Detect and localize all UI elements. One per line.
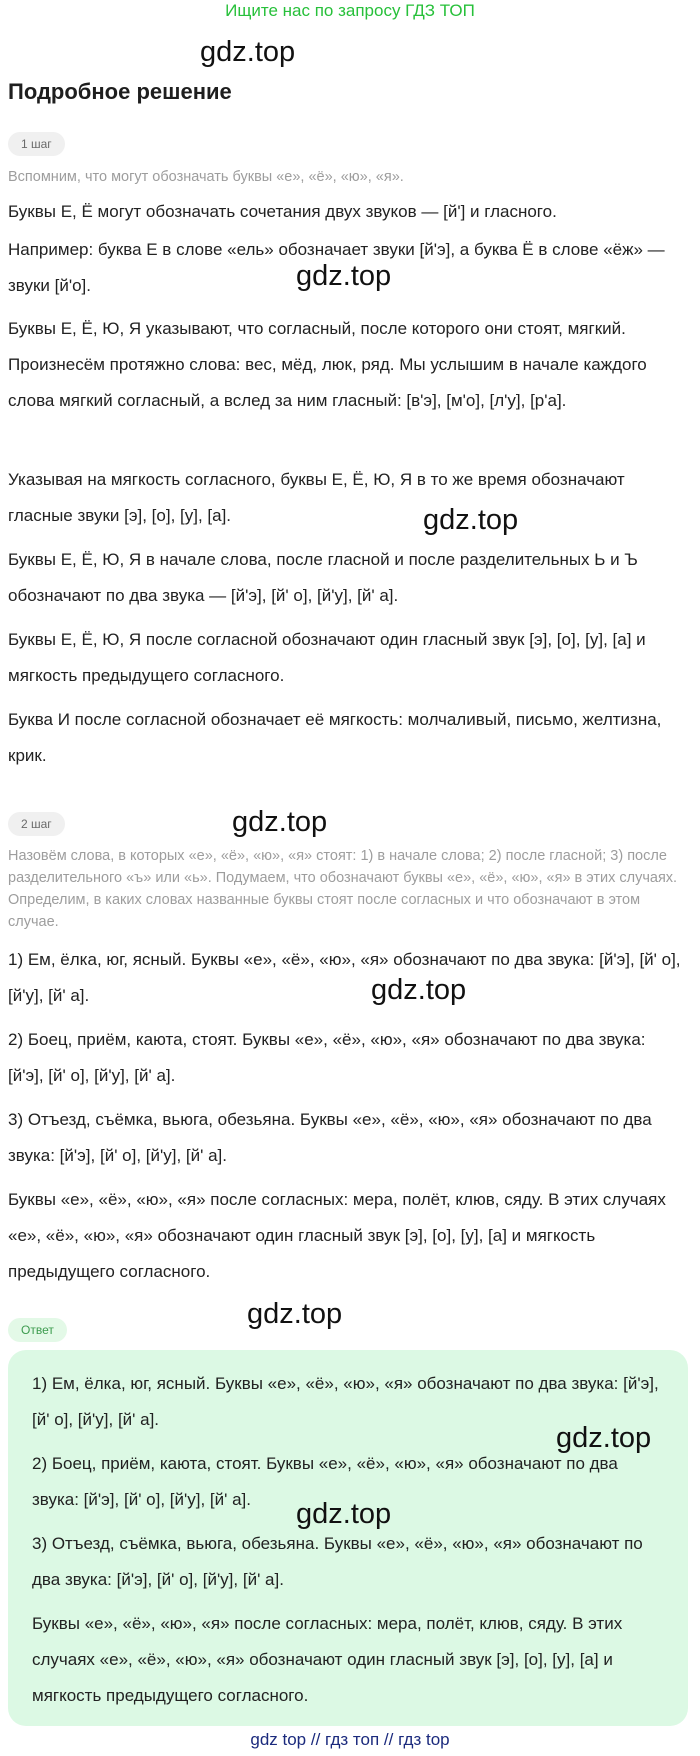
step-1-paragraph: Буквы Е, Ё могут обозначать сочетания двух звуков — [й'] и гласного. [8, 202, 557, 221]
watermark: gdz.top [423, 504, 519, 536]
footer-separator: // [306, 1730, 326, 1749]
watermark: gdz.top [247, 1298, 343, 1330]
step-1-paragraph: Буквы Е, Ё, Ю, Я указывают, что согласный, после которого они стоят, мягкий. Произнесём протяжно слова: вес, мёд, люк, ряд. Мы услышим в начале каждого слова мягкий согласный, а вслед за ним гласный: [в'э], [м'о], [л'у], [р'а]. [8, 319, 647, 410]
watermark: gdz.top [232, 806, 328, 838]
answer-paragraph: 2) Боец, приём, каюта, стоят. Буквы «е», «ё», «ю», «я» обозначают по два звука: [й'э], [й' о], [й'у], [й' а]. [32, 1454, 618, 1509]
answer-box [8, 1350, 688, 1726]
footer-link-gdz-top-mixed[interactable]: гдз top [398, 1730, 450, 1749]
step-2-hint: Назовём слова, в которых «е», «ё», «ю», «я» стоят: 1) в начале слова; 2) после гласной; 3) после разделительного «ъ» или «ь». Подумаем, что обозначают буквы «е», «ё», «ю», «я» в этих случаях. Определим, в каких словах названные буквы стоят после согласных и что обозначают в этом случае. [8, 848, 678, 930]
step-1-badge: 1 шаг [8, 132, 65, 156]
step-1-paragraph: Указывая на мягкость согласного, буквы Е, Ё, Ю, Я в то же время обозначают гласные звуки [э], [о], [у], [а]. [8, 470, 625, 525]
watermark: gdz.top [296, 260, 392, 292]
answer-paragraph: Буквы «е», «ё», «ю», «я» после согласных: мера, полёт, клюв, сяду. В этих случаях «е», «ё», «ю», «я» обозначают один гласный звук [э], [о], [у], [а] и мягкость предыдущего согласного. [32, 1614, 623, 1705]
step-1-paragraph: Буква И после согласной обозначает её мягкость: молчаливый, письмо, желтизна, крик. [8, 710, 662, 765]
footer-separator: // [379, 1730, 399, 1749]
watermark: gdz.top [296, 1498, 392, 1530]
answer-badge: Ответ [8, 1318, 67, 1342]
step-1-paragraph: Буквы Е, Ё, Ю, Я в начале слова, после гласной и после разделительных Ь и Ъ обозначают по два звука — [й'э], [й' о], [й'у], [й' а]. [8, 550, 638, 605]
step-2-badge: 2 шаг [8, 812, 65, 836]
answer-paragraph: 1) Ем, ёлка, юг, ясный. Буквы «е», «ё», «ю», «я» обозначают по два звука: [й'э], [й' о], [й'у], [й' а]. [32, 1374, 659, 1429]
step-2-paragraph: 3) Отъезд, съёмка, вьюга, обезьяна. Буквы «е», «ё», «ю», «я» обозначают по два звука: [й'э], [й' о], [й'у], [й' а]. [8, 1110, 652, 1165]
watermark: gdz.top [371, 974, 467, 1006]
step-2-paragraph: 2) Боец, приём, каюта, стоят. Буквы «е», «ё», «ю», «я» обозначают по два звука: [й'э], [й' о], [й'у], [й' а]. [8, 1030, 646, 1085]
page-title: Подробное решение [8, 79, 232, 104]
footer-link-gdz-top-ru[interactable]: гдз топ [325, 1730, 380, 1749]
step-1-paragraph: Буквы Е, Ё, Ю, Я после согласной обозначают один гласный звук [э], [о], [у], [а] и мягкость предыдущего согласного. [8, 630, 646, 685]
step-2-paragraph: 1) Ем, ёлка, юг, ясный. Буквы «е», «ё», «ю», «я» обозначают по два звука: [й'э], [й' о], [й'у], [й' а]. [8, 950, 681, 1005]
footer-link-gdz-top[interactable]: gdz top [250, 1730, 307, 1749]
answer-paragraph: 3) Отъезд, съёмка, вьюга, обезьяна. Буквы «е», «ё», «ю», «я» обозначают по два звука: [й'э], [й' о], [й'у], [й' а]. [32, 1534, 643, 1589]
search-banner: Ищите нас по запросу ГДЗ ТОП [225, 1, 475, 20]
step-1-hint: Вспомним, что могут обозначать буквы «е», «ё», «ю», «я». [8, 169, 404, 185]
step-2-paragraph: Буквы «е», «ё», «ю», «я» после согласных: мера, полёт, клюв, сяду. В этих случаях «е», «ё», «ю», «я» обозначают один гласный звук [э], [о], [у], [а] и мягкость предыдущего согласного. [8, 1190, 666, 1281]
step-1-paragraph: Например: буква Е в слове «ель» обозначает звуки [й'э], а буква Ё в слове «ёж» — звуки [й'о]. [8, 240, 665, 295]
watermark: gdz.top [200, 36, 296, 68]
footer-links [0, 1728, 700, 1752]
watermark: gdz.top [556, 1422, 652, 1454]
